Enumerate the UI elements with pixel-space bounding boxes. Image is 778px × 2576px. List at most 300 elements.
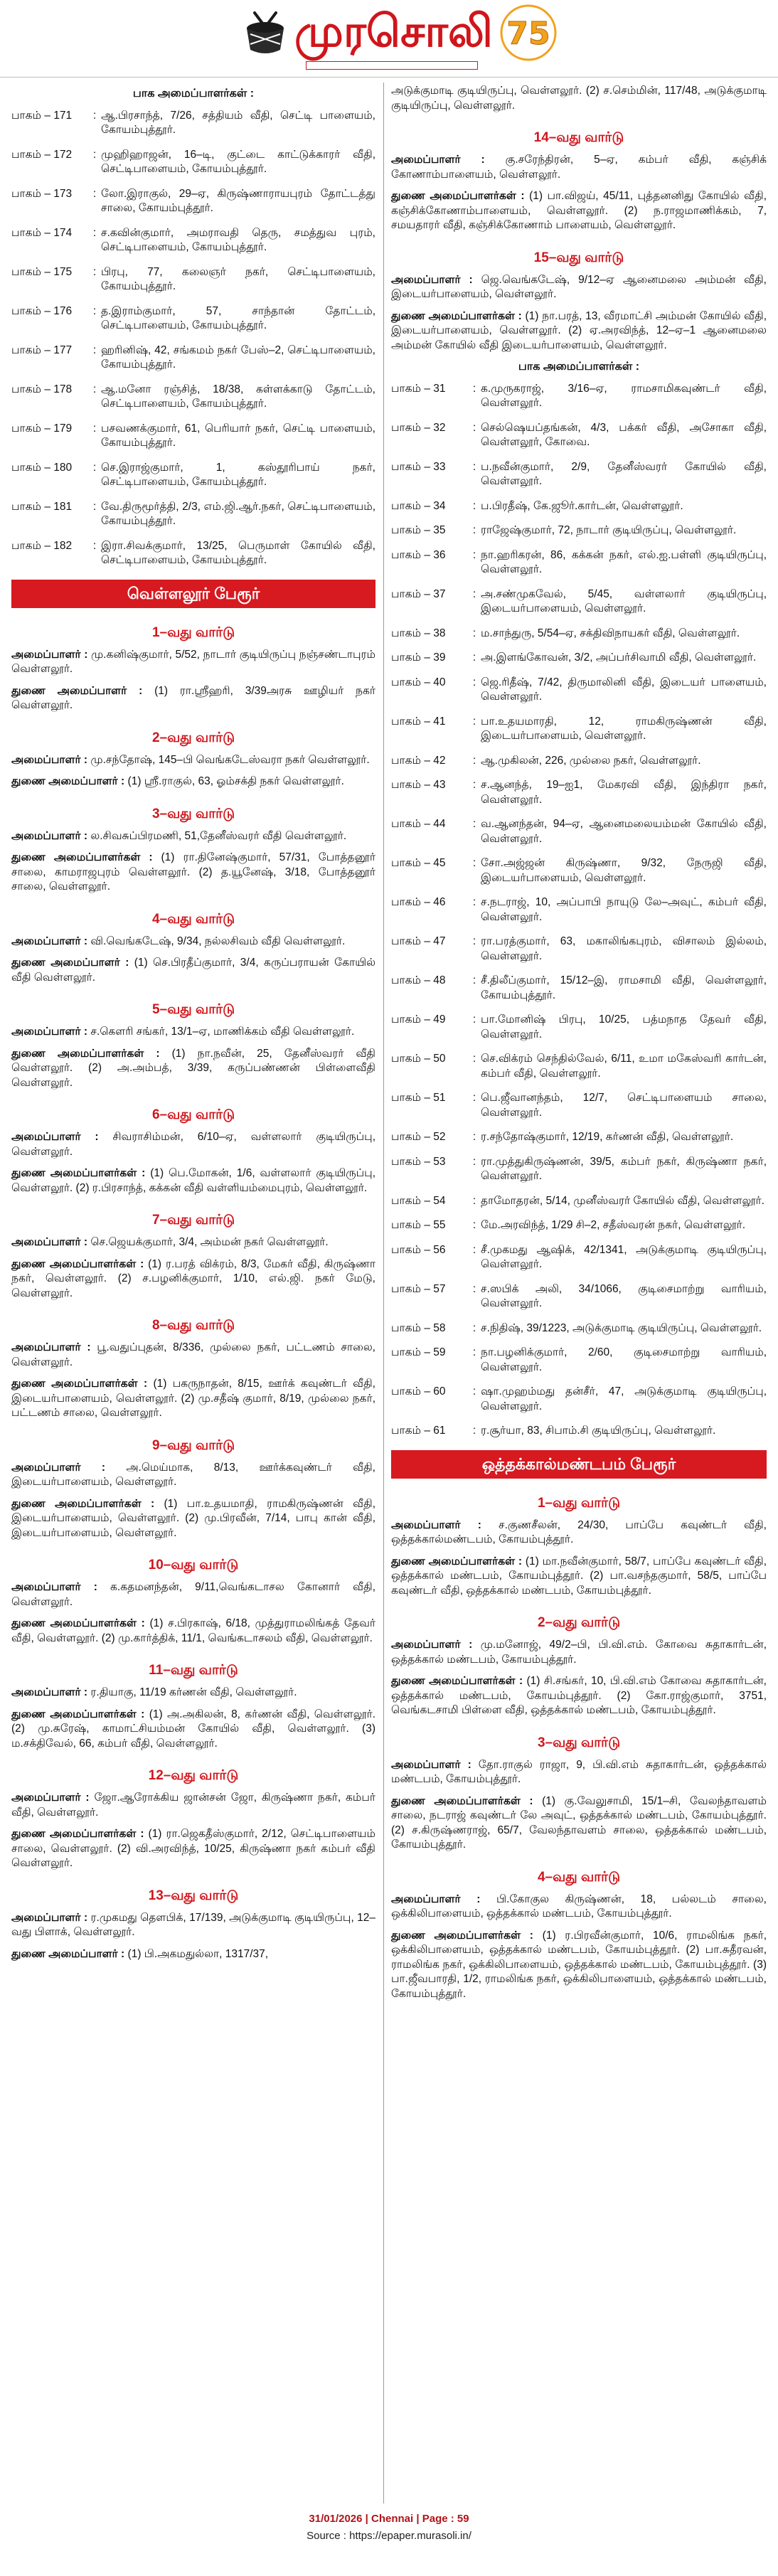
booth-row [11,226,375,255]
person-details: (1) நா.நவீன், 25, தேனீஸ்வரர் வீதி வெள்ளலூர். (2) அ.அம்பத், 3/39, கருப்பண்ணன் பிள்ளைவீதி வெள்ளலூர். [11,1047,375,1089]
ward-entry [11,1341,375,1370]
booth-number: பாகம் – 55 [391,1219,446,1231]
person-details: தோ.ராகுல் ராஜா, 9, பி.வி.எம் சுதாகார்டன், ஒத்தக்கால் மண்டபம், கோயம்புத்தூர். [391,1758,767,1785]
booth-row [391,548,767,578]
ward-title: 15–வது வார்டு [533,250,624,265]
ward-block [11,1661,375,1751]
ward-block [11,624,375,713]
role-label: துணை அமைப்பாளர்கள் : [11,1828,144,1840]
person-details: (1) மா.நவீன்குமார், 58/7, பாப்பே கவுண்டர் வீதி, ஒத்தக்கால் மண்டபம், கோயம்புத்தூர். (2) பா.வசந்தகுமார், 58/5, பாப்பே கவுண்டர் வீதி, ஒத்தக்கால் மண்டபம், கோயம்புத்தூர். [391,1555,767,1597]
role-label: துணை அமைப்பாளர்கள் : [11,1617,145,1629]
person-details: பி.கோகுல கிருஷ்ணன், 18, பல்லடம் சாலை, ஒக்கிலிபாளையம், ஒத்தக்கால் மண்டபம், கோயம்புத்தூர். [391,1893,767,1920]
booth-number: பாகம் – 57 [391,1282,446,1295]
booth-colon: : [472,1053,476,1065]
booth-colon: : [472,1243,476,1256]
person-details: (1) ரா.ஜெகதீஸ்குமார், 2/12, செட்டிபாளையம் சாலை, வெள்ளலூர். (2) வி.அரவிந்த், 10/25, கிருஷ்ணா நகர் கம்பர் வீதி வெள்ளலூர். [11,1828,375,1869]
booth-colon: : [472,818,476,830]
ward-title: 3–வது வார்டு [151,806,235,821]
ward-title: 13–வது வார்டு [148,1888,239,1903]
ward-title: 2–வது வார்டு [151,730,235,745]
booth-organizer: ஜெ.ரிதீஷ், 7/42, திருமாலினி வீதி, இடையர் பாளையம், வெள்ளலூர். [481,676,767,703]
booth-colon: : [92,265,97,278]
person-details: (1) ஸ்ரீ.ராகுல், 63, ஓம்சக்தி நகர் வெள்ளலூர். [127,775,344,787]
person-details: (1) பகருநாதன், 8/15, ஊர்க் கவுண்டர் வீதி, இடையர்பாளையம், வெள்ளலூர். (2) மு.சதீஷ் குமார், 8/19, முல்லை நகர், பட்டணம் சாலை, வெள்ளலூர். [11,1378,375,1419]
booth-number: பாகம் – 38 [391,627,446,639]
person-details: ர.தியாகு, 11/19 கர்ணன் வீதி, வெள்ளலூர். [90,1686,297,1698]
booth-row [11,344,375,373]
booth-organizer: வ.ஆனந்தன், 94–ஏ, ஆனைமலையம்மன் கோயில் வீதி, வெள்ளலூர். [481,818,767,845]
booth-colon: : [472,548,476,561]
booth-row [11,304,375,334]
booth-number: பாகம் – 174 [11,226,73,239]
role-label: அமைப்பாளர் : [11,935,88,947]
booth-row [391,1321,767,1336]
booth-number: பாகம் – 182 [11,539,73,552]
ward-block [391,129,767,233]
booth-number: பாகம் – 31 [391,382,446,395]
booth-row [11,187,375,216]
role-label: அமைப்பாளர் : [11,1341,91,1353]
role-label: அமைப்பாளர் : [11,753,88,766]
ward-entry [11,648,375,677]
booth-colon: : [92,383,97,395]
booth-colon: : [472,1321,476,1334]
ward-entry [391,1929,767,2002]
booth-colon: : [472,651,476,664]
booth-colon: : [92,344,97,356]
ward-block [11,1211,375,1301]
tagline-strip [306,61,478,70]
role-label: அமைப்பாளர் : [11,1236,88,1248]
booth-colon: : [472,935,476,947]
booth-number: பாகம் – 179 [11,422,73,435]
booth-row [391,1385,767,1414]
ward-title: 2–வது வார்டு [537,1615,621,1630]
booth-number: பாகம் – 173 [11,187,73,200]
booth-row [391,627,767,642]
ward-block [391,249,767,353]
ward-entry [11,1047,375,1091]
ward-block [11,729,375,789]
booth-colon: : [472,1282,476,1295]
left-column [11,84,375,2501]
newspaper-logo: முரசொலி [294,5,493,57]
booth-row [11,383,375,412]
booth-row [11,422,375,451]
booth-organizer: ஆ.பிரசாந்த், 7/26, சத்தியம் வீதி, செட்டி பாளையம், கோயம்புத்தூர். [101,109,375,136]
booth-row [391,587,767,617]
ward-entry [11,1580,375,1609]
ward-entry [11,935,375,949]
booth-row [391,421,767,450]
booth-number: பாகம் – 180 [11,461,73,474]
booth-colon: : [472,974,476,986]
booth-organizer: ச.கவின்குமார், அமராவதி தெரு, சமத்துவ புரம், செட்டிபாளையம், கோயம்புத்தூர். [101,226,375,253]
ward-entry [391,153,767,182]
ward-entry [391,273,767,302]
booth-number: பாகம் – 59 [391,1346,446,1358]
person-details: (1) ச.பிரகாஷ், 6/18, முத்துராமலிங்கத் தேவர் வீதி, வெள்ளலூர். (2) மு.கார்த்திக், 11/1, வெங்கடாசலம் வீதி, வெள்ளலூர். [11,1617,375,1644]
booth-organizer: தாமோதரன், 5/14, முனீஸ்வரர் கோயில் வீதி, வெள்ளலூர். [481,1194,764,1207]
booth-colon: : [472,421,476,434]
booth-organizer: பசவணக்குமார், 61, பெரியார் நகர், செட்டி பாளையம், கோயம்புத்தூர். [101,422,375,449]
ward-title: 6–வது வார்டு [151,1107,235,1122]
booth-number: பாகம் – 46 [391,896,446,908]
ward-entry [11,775,375,789]
role-label: அமைப்பாளர் : [391,1518,481,1531]
booth-organizer: சோ.அஜ்ஜன் கிருஷ்ணா, 9/32, நேருஜி வீதி, இடையர்பாளையம், வெள்ளலூர். [481,857,767,884]
booth-row [391,1218,767,1233]
booth-organizer: லோ.இராகுல், 29–ஏ, கிருஷ்ணாராயபுரம் தோட்டத்து சாலை, கோயம்புத்தூர். [101,187,375,214]
booth-organizer: மே.அரவிந்த், 1/29 சி–2, சதீஸ்வரன் நகர், வெள்ளலூர். [481,1219,746,1231]
booth-row [391,1424,767,1439]
booth-colon: : [472,587,476,600]
booth-row [391,778,767,807]
role-label: அமைப்பாளர் : [11,1792,90,1804]
booth-organizer: செ.விக்ரம் செந்தில்வேல், 6/11, உமா மகேஸ்வரி கார்டன், கம்பர் வீதி, வெள்ளலூர். [481,1053,767,1080]
continued-text: அடுக்குமாடி குடியிருப்பு, வெள்ளலூர். (2) ச.செம்மின், 117/48, அடுக்குமாடி குடியிருப்பு, வெள்ளலூர். [391,85,767,112]
ward-block [11,1556,375,1646]
booth-colon: : [472,779,476,791]
booth-colon: : [92,109,97,122]
booth-row [391,1346,767,1375]
person-details: ச.குணசீலன், 24/30, பாப்பே கவுண்டர் வீதி, ஒத்தக்கால்மண்டபம், கோயம்புத்தூர். [391,1518,767,1545]
booth-row [391,1130,767,1145]
person-details: (1) ர.பரத் விக்ரம், 8/3, மேகர் வீதி, கிருஷ்ணா நகர், வெள்ளலூர். (2) ச.பழனிக்குமார், 1/10, எல்.ஜி. நகர் மேடு, வெள்ளலூர். [11,1257,375,1299]
booth-colon: : [472,754,476,767]
ward-entry [11,1461,375,1490]
booth-colon: : [472,627,476,639]
booth-number: பாகம் – 45 [391,857,446,869]
role-label: அமைப்பாளர் : [391,273,473,286]
ward-block [391,1494,767,1599]
booth-number: பாகம் – 172 [11,148,73,161]
ward-entry [391,189,767,233]
role-label: அமைப்பாளர் : [11,1581,97,1593]
person-details: (1) பெ.மோகன், 1/6, வள்ளலார் குடியிருப்பு, வெள்ளலூர். (2) ர.பிரசாந்த், கக்கன் வீதி வள்ளியம்மைபுரம், வெள்ளலூர். [11,1167,375,1194]
booth-colon: : [472,715,476,728]
ward-entry [11,956,375,985]
booth-row [11,539,375,568]
booth-organizer: ம.சாந்துரு, 5/54–ஏ, சக்திவிநாயகர் வீதி, வெள்ளலூர். [481,627,740,639]
source-link[interactable]: Source : https://epaper.murasoli.in/ [307,2530,471,2542]
ward-entry [11,753,375,768]
person-details: கு.சரேந்திரன், 5–ஏ, கம்பர் வீதி, கஞ்சிக் கோணாம்பாளையம், வெள்ளலூர். [391,154,767,181]
booth-number: பாகம் – 44 [391,818,446,830]
booth-organizer: சீ.முகமது ஆஷிக், 42/1341, அடுக்குமாடி குடியிருப்பு, வெள்ளலூர். [481,1243,767,1270]
booth-row [391,1282,767,1311]
booth-colon: : [472,1346,476,1358]
booth-colon: : [472,382,476,395]
ward-block [11,1437,375,1541]
role-label: துணை அமைப்பாளர் : [11,775,125,787]
town-banner: வெள்ளலூர் பேரூர் [11,580,375,608]
ward-entry [11,1257,375,1302]
role-label: அமைப்பாளர் : [391,1893,481,1905]
ward-block [391,1614,767,1718]
booth-number: பாகம் – 41 [391,715,446,728]
booth-number: பாகம் – 171 [11,109,73,122]
booth-organizer: ப.பிரதீஷ், கே.ஜூர்.கார்டன், வெள்ளலூர். [481,499,683,512]
booth-number: பாகம் – 54 [391,1194,446,1207]
person-details: ஜோ.ஆரோக்கிய ஜான்சன் ஜோ, கிருஷ்ணா நகர், கம்பர் வீதி, வெள்ளலூர். [11,1792,375,1819]
booth-colon: : [472,896,476,908]
ward-entry [11,851,375,895]
ward-title: 10–வது வார்டு [148,1558,239,1572]
role-label: துணை அமைப்பாளர்கள் : [11,1497,155,1510]
person-details: சிவராசிம்மன், 6/10–ஏ, வள்ளலார் குடியிருப்பு, வெள்ளலூர். [11,1131,375,1158]
booth-organizer: ஹரினிஷ், 42, சங்கமம் நகர் பேஸ்–2, செட்டிபாளையம், கோயம்புத்தூர். [101,344,375,371]
role-label: துணை அமைப்பாளர்கள் : [391,1555,523,1568]
role-label: அமைப்பாளர் : [11,648,88,661]
ward-title: 14–வது வார்டு [533,130,624,145]
booth-organizer: க.முருகராஜ், 3/16–ஏ, ராமசாமிகவுண்டர் வீதி, வெள்ளலூர். [481,382,767,409]
role-label: அமைப்பாளர் : [391,154,485,166]
role-label: துணை அமைப்பாளர்கள் : [11,1708,145,1720]
person-details: (1) பா.உதயமாதி, ராமகிருஷ்ணன் வீதி, இடையர்பாளையம், வெள்ளலூர். (2) மு.பிரவீன், 7/14, பாபு கான் வீதி, இடையர்பாளையம், வெள்ளலூர். [11,1497,375,1539]
booth-colon: : [472,1092,476,1104]
booth-row [11,500,375,529]
person-details: மு.சந்தோஷ், 145–பி வெங்கடேஸ்வரா நகர் வெள்ளலூர். [90,753,370,766]
booth-number: பாகம் – 52 [391,1131,446,1143]
booth-colon: : [472,1219,476,1231]
booth-colon: : [472,499,476,512]
booth-list [391,382,767,1439]
ward-block [11,1767,375,1871]
ward-title: 9–வது வார்டு [151,1437,235,1453]
ward-title: 4–வது வார்டு [151,911,235,927]
booth-number: பாகம் – 32 [391,421,446,434]
role-label: துணை அமைப்பாளர்கள் : [391,1794,533,1807]
booth-colon: : [472,1194,476,1207]
booth-colon: : [472,1013,476,1026]
ward-block [11,805,375,895]
role-label: அமைப்பாளர் : [11,1686,88,1698]
drum-logo-icon [240,10,290,60]
booth-organizer: ச.நிதிஷ், 39/1223, அடுக்குமாடி குடியிருப்பு, வெள்ளலூர். [481,1321,762,1334]
booth-number: பாகம் – 43 [391,779,446,791]
person-details: ர.முகமது தௌபிக், 17/139, அடுக்குமாடி குடியிருப்பு, 12–வது பிளாக், வெள்ளலூர். [11,1911,375,1938]
booth-number: பாகம் – 51 [391,1092,446,1104]
person-details: அ.மெய்மாக, 8/13, ஊர்க்கவுண்டர் வீதி, இடையர்பாளையம், வெள்ளலூர். [11,1461,375,1488]
booth-row [11,109,375,138]
booth-organizer: செ.இராஜ்குமார், 1, கஸ்தூரிபாய் நகர், செட்டிபாளையம், கோயம்புத்தூர். [101,461,375,488]
ward-entry [391,1674,767,1718]
booth-row [391,856,767,885]
booth-row [391,754,767,769]
booth-number: பாகம் – 181 [11,500,73,513]
ward-entry [11,1911,375,1940]
ward-entry [391,1893,767,1922]
role-label: துணை அமைப்பாளர்கள் : [11,1257,144,1270]
booth-organizer: நா.பழனிக்குமார், 2/60, குடிசைமாற்று வாரியம், வெள்ளலூர். [481,1346,767,1373]
booth-colon: : [472,676,476,688]
booth-row [391,974,767,1003]
booth-row [391,715,767,744]
person-details: பூ.வதுப்புதன், 8/336, முல்லை நகர், பட்டணம் சாலை, வெள்ளலூர். [11,1341,375,1368]
booth-number: பாகம் – 49 [391,1013,446,1026]
ward-entry [11,1791,375,1820]
booth-organizer: த.இராம்குமார், 57, சாந்தான் தோட்டம், செட்டிபாளையம், கோயம்புத்தூர். [101,304,375,331]
booth-row [391,1243,767,1272]
booth-organizer: பா.உதயமாரதி, 12, ராமகிருஷ்ணன் வீதி, இடையர்பாளையம், வெள்ளலூர். [481,715,767,742]
booth-organizer: ஆ.முகிலன், 226, முல்லை நகர், வெள்ளலூர். [481,754,701,767]
booth-organizer: அ.இளங்கோவன், 3/2, அப்பர்சிவாமி வீதி, வெள்ளலூர். [481,651,757,664]
ward-block [11,910,375,986]
booth-colon: : [472,1155,476,1168]
booth-number: பாகம் – 39 [391,651,446,664]
booth-organizer: ராஜேஷ்குமார், 72, நாடார் குடியிருப்பு, வெள்ளலூர். [481,524,737,536]
role-label: துணை அமைப்பாளர்கள் : [11,851,153,863]
booth-organizer: அ.சண்முகவேல், 5/45, வள்ளலார் குடியிருப்பு, இடையர்பாளையம், வெள்ளலூர். [481,587,767,614]
person-details: ச.கௌரி சங்கர், 13/1–ஏ, மாணிக்கம் வீதி வெள்ளலூர். [90,1026,355,1038]
person-details: (1) ர.பிரவீன்குமார், 10/6, ராமலிங்க நகர், ஒக்கிலிபாளையம், ஒத்தக்கால் மண்டபம், கோயம்புத்தூர். (2) பா.சுதீரவன், ராமலிங்க நகர், ஒக்கிலிபாளையம், ஒத்தக்கால் மண்டபம், கோயம்புத்தூர். (3) பா.ஜீவபாரதி, 1/2, ராமலிங்க நகர், ஒக்கிலிபாளையம், ஒத்தக்கால் மண்டபம், கோயம்புத்தூர். [391,1929,767,2000]
booth-organizer: பிரபு, 77, கலைஞர் நகர், செட்டிபாளையம், கோயம்புத்தூர். [101,265,375,292]
booth-row [391,499,767,514]
role-label: துணை அமைப்பாளர்கள் : [391,1929,533,1942]
booth-number: பாகம் – 48 [391,974,446,986]
ward-title: 3–வது வார்டு [537,1735,621,1750]
role-label: துணை அமைப்பாளர்கள் : [11,1378,148,1390]
ward-entry [11,1377,375,1421]
booth-number: பாகம் – 175 [11,265,73,278]
booth-colon: : [472,1385,476,1398]
booth-number: பாகம் – 177 [11,344,73,356]
ward-entry [391,1758,767,1787]
booth-organizer: முஹிஹாஜன், 16–டி, குட்டை காட்டுக்காரர் வீதி, செட்டிபாளையம், கோயம்புத்தூர். [101,148,375,175]
booth-organizer: செல்ஷெயப்தங்கன், 4/3, பக்கர் வீதி, அசோகா வீதி, வெள்ளலூர், கோவை. [481,421,767,448]
role-label: துணை அமைப்பாளர்கள் : [391,1675,523,1687]
booth-number: பாகம் – 47 [391,935,446,947]
booth-number: பாகம் – 34 [391,499,446,512]
person-details: (1) நா.பரத், 13, வீரமாட்சி அம்மன் கோயில் வீதி, இடையர்பாளையம், வெள்ளலூர். (2) ஏ.அரவிந்த், 12–ஏ–1 ஆனைமலை அம்மன் கோயில் வீதி இடையர்பாளையம், வெள்ளலூர். [391,309,767,351]
booth-organizer: பா.மோனிஷ் பிரபு, 10/25, பத்மநாத தேவர் வீதி, வெள்ளலூர். [481,1013,767,1040]
booth-organizer: ர.சூர்யா, 83, சிபாம்.சி குடியிருப்பு, வெள்ளலூர். [481,1425,716,1437]
role-label: அமைப்பாளர் : [11,1461,106,1474]
booth-row [391,523,767,538]
booth-row [391,895,767,925]
person-details: (1) ரா.ஸ்ரீஹரி, 3/39அரசு ஊழியர் நகர் வெள்ளலூர். [11,684,375,711]
booth-colon: : [472,857,476,869]
booth-colon: : [92,226,97,239]
role-label: அமைப்பாளர் : [11,1026,88,1038]
booth-number: பாகம் – 33 [391,460,446,473]
booth-organizer: பெ.ஜீவானந்தம், 12/7, செட்டிபாளையம் சாலை, வெள்ளலூர். [481,1092,767,1119]
role-label: துணை அமைப்பாளர்கள் : [11,1047,160,1060]
person-details: (1) அ.அகிலன், 8, கர்ணன் வீதி, வெள்ளலூர். (2) மு.சுரேஷ், காமாட்சியம்மன் கோயில் வீதி, வெள்ளலூர். (3) ம.சக்திவேல், 66, கம்பர் வீதி, வெள்ளலூர். [11,1708,375,1750]
booth-row [391,1194,767,1209]
anniversary-number: 75 [506,16,550,52]
role-label: துணை அமைப்பாளர் : [11,684,143,697]
column-divider [383,83,384,2503]
role-label: அமைப்பாளர் : [11,829,88,842]
role-label: அமைப்பாளர் : [11,1131,99,1143]
section-subheading: பாக அமைப்பாளர்கள் : [132,87,255,100]
ward-entry [11,829,375,844]
booth-number: பாகம் – 56 [391,1243,446,1256]
role-label: அமைப்பாளர் : [391,1758,471,1771]
right-column [391,84,767,2501]
ward-title: 1–வது வார்டு [537,1495,621,1511]
person-details: (1) செ.பிரதீப்குமார், 3/4, கருப்பராயன் கோயில் வீதி வெள்ளலூர். [11,957,375,984]
role-label: அமைப்பாளர் : [11,1911,88,1924]
booth-colon: : [472,1425,476,1437]
booth-organizer: ச.ஸபிக் அலி, 34/1066, குடிசைமாற்று வாரியம், வெள்ளலூர். [481,1282,767,1309]
ward-entry [11,1947,375,1962]
ward-title: 8–வது வார்டு [151,1318,235,1333]
booth-organizer: நா.ஹரிகரன், 86, கக்கன் நகர், எல்.ஐ.பள்ளி குடியிருப்பு, வெள்ளலூர். [481,548,767,575]
page-footer [0,2511,778,2545]
booth-organizer: ச.நடராஜ், 10, அப்பாபி நாயுடு லே–அவுட், கம்பர் வீதி, வெள்ளலூர். [481,896,767,923]
booth-row [391,1052,767,1081]
town-banner: ஒத்தக்கால்மண்டபம் பேரூர் [391,1450,767,1479]
section-subheading: பாக அமைப்பாளர்கள் : [518,361,640,373]
ward-block [11,1316,375,1421]
ward-entry [391,1794,767,1853]
role-label: துணை அமைப்பாளர்கள் : [391,190,525,202]
booth-number: பாகம் – 58 [391,1321,446,1334]
person-details: (1) பி.அகமதுல்லா, 1317/37, [127,1947,269,1960]
booth-number: பாகம் – 40 [391,676,446,688]
ward-title: 4–வது வார்டு [537,1869,621,1885]
ward-block [391,1734,767,1853]
booth-number: பாகம் – 176 [11,304,73,317]
booth-number: பாகம் – 35 [391,524,446,536]
booth-row [391,1013,767,1042]
ward-block [11,1887,375,1962]
booth-organizer: சீ.திலீப்குமார், 15/12–இ, ராமசாமி வீதி, வெள்ளலூர், கோயம்புத்தூர். [481,974,767,1001]
ward-entry [11,1827,375,1871]
booth-number: பாகம் – 36 [391,548,446,561]
ward-entry [391,1638,767,1667]
booth-organizer: ரா.முத்துகிருஷ்ணன், 39/5, கம்பர் நகர், கிருஷ்ணா நகர், வெள்ளலூர். [481,1155,767,1182]
ward-entry [11,1166,375,1196]
booth-number: பாகம் – 37 [391,587,446,600]
role-label: துணை அமைப்பாளர் : [11,957,129,969]
ward-entry [391,309,767,353]
booth-row [11,461,375,490]
booth-organizer: ஷா.முஹம்மது தன்சீர், 47, அடுக்குமாடி குடியிருப்பு, வெள்ளலூர். [481,1385,767,1412]
booth-row [391,676,767,705]
ward-entry [11,1130,375,1159]
ward-title: 7–வது வார்டு [151,1213,235,1228]
booth-organizer: ர.சந்தோஷ்குமார், 12/19, கர்ணன் வீதி, வெள்ளலூர். [481,1131,734,1143]
ward-title: 1–வது வார்டு [151,624,235,640]
booth-list [11,109,375,568]
ward-entry [11,1686,375,1701]
ward-entry [391,1555,767,1599]
ward-block [11,1106,375,1196]
edition-line: 31/01/2026 | Chennai | Page : 59 [309,2513,469,2525]
person-details: (1) ரா.தினேஷ்குமார், 57/31, போத்தனூர் சாலை, காமராஜபுரம் வெள்ளலூர். (2) த.யூனேஷ், 3/18, போத்தனூர் சாலை, வெள்ளலூர். [11,851,375,893]
ward-title: 12–வது வார்டு [148,1768,239,1783]
role-label: துணை அமைப்பாளர்கள் : [11,1167,146,1179]
booth-row [391,382,767,411]
ward-entry [11,1497,375,1541]
role-label: துணை அமைப்பாளர் : [11,1947,125,1960]
masthead [0,0,778,78]
person-details: மு.மனோஜ், 49/2–பி, பி.வி.எம். கோவை சுதாகார்டன், ஒத்தக்கால் மண்டபம், கோயம்புத்தூர். [391,1639,767,1666]
role-label: அமைப்பாளர் : [391,1639,473,1651]
booth-colon: : [92,148,97,161]
ward-block [391,1868,767,2002]
person-details: ல.சிவசுப்பிரமணி, 51,தேனீஸ்வரர் வீதி வெள்ளலூர். [90,829,347,842]
booth-row [11,148,375,177]
booth-number: பாகம் – 178 [11,383,73,395]
booth-colon: : [92,304,97,317]
person-details: வி.வெங்கடேஷ், 9/34, நல்லசிவம் வீதி வெள்ளலூர். [90,935,346,947]
person-details: க.கதமனந்தன், 9/11,வெங்கடாசல கோனார் வீதி, வெள்ளலூர். [11,1581,375,1608]
